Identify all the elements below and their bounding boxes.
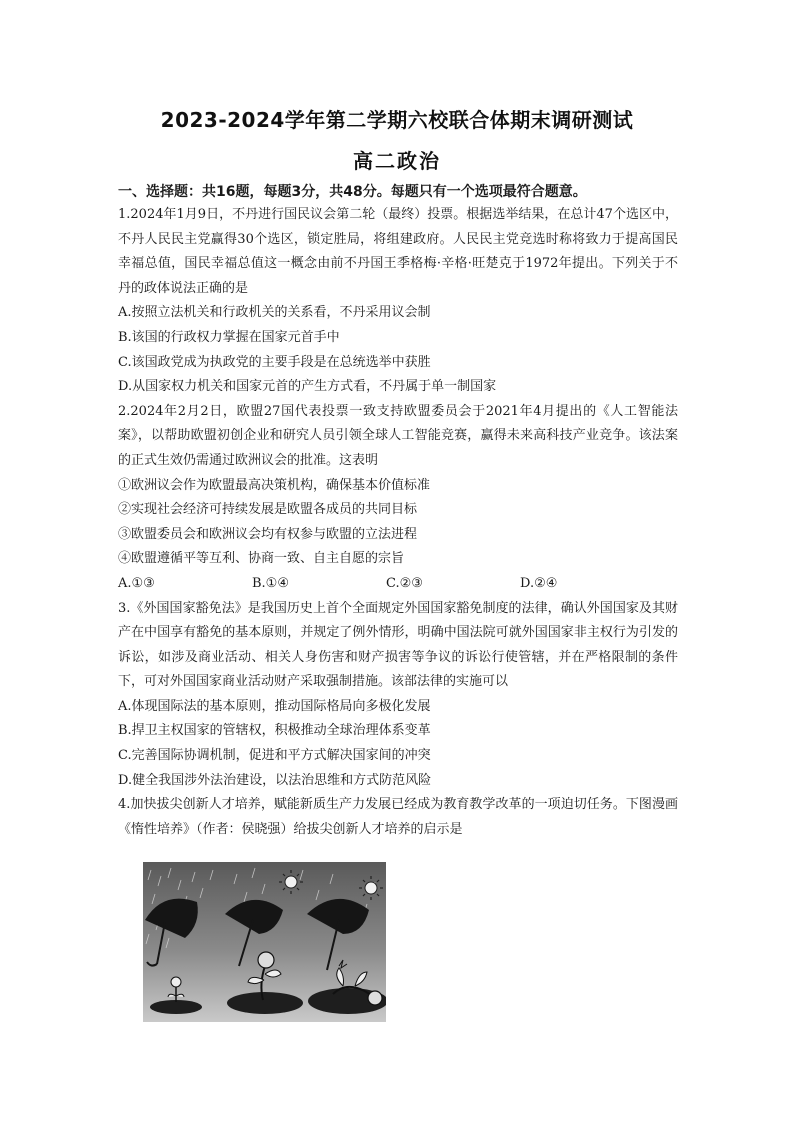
question-3-option-c: C.完善国际协调机制，促进和平方式解决国家间的冲突 bbox=[118, 748, 431, 764]
subject-title: 高二政治 bbox=[353, 149, 441, 173]
question-2-stem: 2.2024年2月2日，欧盟27国代表投票一致支持欧盟委员会于2021年4月提出的《人工智能法案》，以帮助欧盟初创企业和研究人员引领全球人工智能竞赛，赢得未来高科技产业竞争。该法案的正式生效仍需通过欧洲议会的批准。这表明 bbox=[118, 403, 678, 468]
question-2-statement-4: ④欧盟遵循平等互利、协商一致、自主自愿的宗旨 bbox=[118, 551, 405, 567]
question-2-options bbox=[118, 572, 678, 597]
question-2-option-d: D.②④ bbox=[520, 575, 558, 591]
question-1-option-c: C.该国政党成为执政党的主要手段是在总统选举中获胜 bbox=[118, 354, 431, 370]
question-2-option-a: A.①③ bbox=[118, 575, 155, 591]
question-2-statement-2: ②实现社会经济可持续发展是欧盟各成员的共同目标 bbox=[118, 502, 418, 518]
question-3-option-d: D.健全我国涉外法治建设，以法治思维和方式防范风险 bbox=[118, 772, 432, 788]
exam-title: 2023-2024学年第二学期六校联合体期末调研测试 bbox=[160, 108, 634, 132]
question-4-stem: 4.加快拔尖创新人才培养，赋能新质生产力发展已经成为教育教学改革的一项迫切任务。下图漫画《惰性培养》（作者：侯晓强）给拔尖创新人才培养的启示是 bbox=[118, 797, 678, 837]
question-list bbox=[118, 203, 678, 842]
question-2-option-b: B.①④ bbox=[252, 575, 289, 591]
question-1-option-d: D.从国家权力机关和国家元首的产生方式看，不丹属于单一制国家 bbox=[118, 379, 497, 395]
question-1-stem: 1.2024年1月9日，不丹进行国民议会第二轮（最终）投票。根据选举结果，在总计47个选区中，不丹人民民主党赢得30个选区，锁定胜局，将组建政府。人民民主党竞选时称将致力于提高国民幸福总值，国民幸福总值这一概念由前不丹国王季格梅·辛格·旺楚克于1972年提出。下列关于不丹的政体说法正确的是 bbox=[118, 207, 678, 296]
question-3-option-a: A.体现国际法的基本原则，推动国际格局向多极化发展 bbox=[118, 698, 431, 714]
question-3-stem: 3.《外国国家豁免法》是我国历史上首个全面规定外国国家豁免制度的法律，确认外国国家及其财产在中国享有豁免的基本原则，并规定了例外情形，明确中国法院可就外国国家非主权行为引发的诉讼，如涉及商业活动、相关人身伤害和财产损害等争议的诉讼行使管辖，并在严格限制的条件下，可对外国国家商业活动财产采取强制措施。该部法律的实施可以 bbox=[118, 600, 678, 690]
section-heading: 一、选择题：共16题，每题3分，共48分。每题只有一个选项最符合题意。 bbox=[118, 184, 587, 200]
question-3-option-b: B.捍卫主权国家的管辖权，积极推动全球治理体系变革 bbox=[118, 723, 431, 739]
question-1-option-b: B.该国的行政权力掌握在国家元首手中 bbox=[118, 329, 340, 345]
cartoon-illustration bbox=[143, 862, 386, 1022]
question-2-option-c: C.②③ bbox=[386, 575, 423, 591]
question-2-statement-3: ③欧盟委员会和欧洲议会均有权参与欧盟的立法进程 bbox=[118, 526, 418, 542]
question-2-statement-1: ①欧洲议会作为欧盟最高决策机构，确保基本价值标准 bbox=[118, 477, 431, 493]
question-1-option-a: A.按照立法机关和行政机关的关系看，不丹采用议会制 bbox=[118, 305, 431, 321]
